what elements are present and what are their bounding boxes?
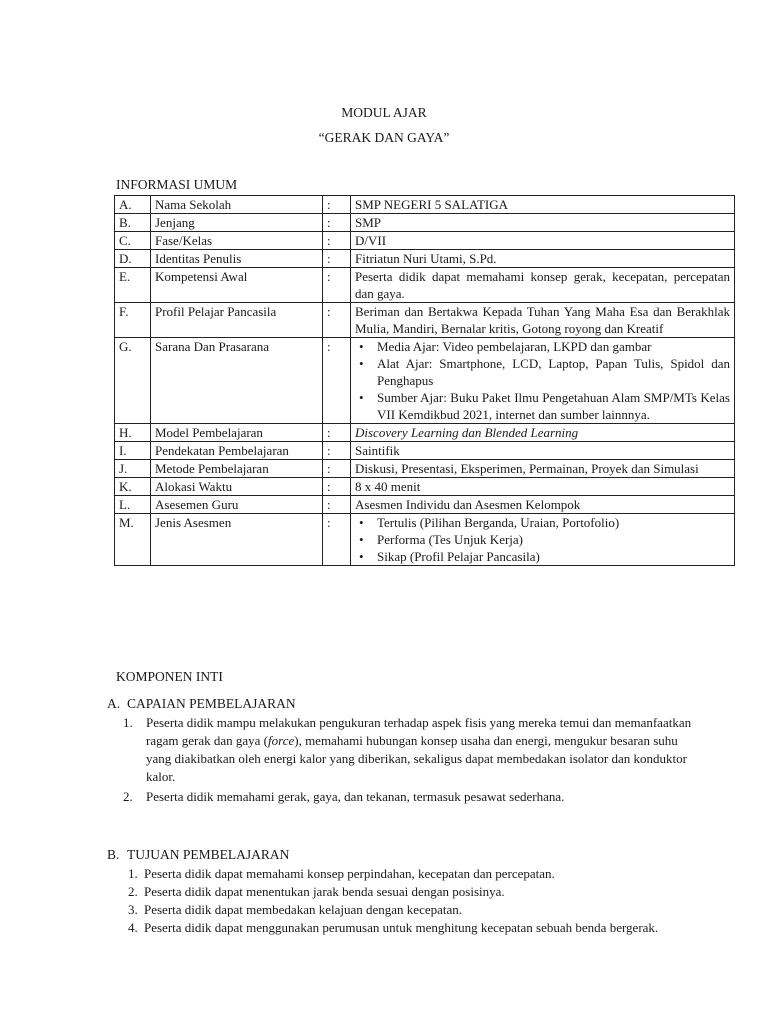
- tujuan-list: [128, 865, 708, 937]
- table-row: [115, 496, 735, 514]
- item-number: 4.: [128, 920, 138, 935]
- table-row: [115, 442, 735, 460]
- row-colon: :: [323, 250, 351, 268]
- item-number: 2.: [128, 884, 138, 899]
- item-number: 1.: [123, 715, 133, 730]
- row-letter: C.: [115, 232, 151, 250]
- section-title: TUJUAN PEMBELAJARAN: [127, 847, 290, 862]
- section-title: CAPAIAN PEMBELAJARAN: [127, 696, 296, 711]
- row-colon: :: [323, 232, 351, 250]
- row-letter: I.: [115, 442, 151, 460]
- row-letter: B.: [115, 214, 151, 232]
- row-label: Asesemen Guru: [151, 496, 323, 514]
- row-label: Fase/Kelas: [151, 232, 323, 250]
- informasi-umum-table: [114, 195, 735, 566]
- row-value: Peserta didik dapat memahami konsep gerak, kecepatan, percepatan dan gaya.: [351, 268, 735, 303]
- table-row: [115, 460, 735, 478]
- row-value: SMP NEGERI 5 SALATIGA: [351, 196, 735, 214]
- table-row: [115, 478, 735, 496]
- section-letter: B.: [107, 847, 120, 862]
- table-row: [115, 424, 735, 442]
- row-label: Jenis Asesmen: [151, 514, 323, 566]
- row-label: Model Pembelajaran: [151, 424, 323, 442]
- row-letter: A.: [115, 196, 151, 214]
- item-number: 3.: [128, 902, 138, 917]
- table-row: [115, 338, 735, 424]
- row-label: Identitas Penulis: [151, 250, 323, 268]
- document-subtitle: “GERAK DAN GAYA”: [318, 130, 450, 145]
- item-number: 1.: [128, 866, 138, 881]
- list-item: • Alat Ajar: Smartphone, LCD, Laptop, Papan Tulis, Spidol dan Penghapus: [355, 355, 730, 389]
- row-colon: :: [323, 496, 351, 514]
- row-colon: :: [323, 268, 351, 303]
- row-label: Alokasi Waktu: [151, 478, 323, 496]
- item-text: Peserta didik dapat memahami konsep perpindahan, kecepatan dan percepatan.: [144, 866, 555, 881]
- row-label: Profil Pelajar Pancasila: [151, 303, 323, 338]
- table-row: [115, 303, 735, 338]
- row-label: Sarana Dan Prasarana: [151, 338, 323, 424]
- item-text: Peserta didik mampu melakukan pengukuran terhadap aspek fisis yang mereka temui dan memanfaatkan ragam gerak dan gaya (: [146, 715, 692, 748]
- capaian-heading: [107, 696, 296, 712]
- table-row: [115, 214, 735, 232]
- list-item: [128, 865, 708, 883]
- row-value: D/VII: [351, 232, 735, 250]
- section-letter: A.: [107, 696, 121, 711]
- list-item: • Performa (Tes Unjuk Kerja): [355, 531, 730, 548]
- row-value: Fitriatun Nuri Utami, S.Pd.: [351, 250, 735, 268]
- row-colon: :: [323, 214, 351, 232]
- item-text: Peserta didik dapat membedakan kelajuan dengan kecepatan.: [144, 902, 463, 917]
- row-letter: L.: [115, 496, 151, 514]
- row-colon: :: [323, 478, 351, 496]
- item-text-italic: force: [268, 733, 295, 748]
- table-row: [115, 514, 735, 566]
- row-colon: :: [323, 424, 351, 442]
- row-label: Jenjang: [151, 214, 323, 232]
- row-letter: M.: [115, 514, 151, 566]
- row-colon: :: [323, 338, 351, 424]
- row-letter: K.: [115, 478, 151, 496]
- row-value: Asesmen Individu dan Asesmen Kelompok: [351, 496, 735, 514]
- row-value: Discovery Learning dan Blended Learning: [351, 424, 735, 442]
- row-label: Kompetensi Awal: [151, 268, 323, 303]
- table-row: [115, 196, 735, 214]
- list-item: [128, 883, 708, 901]
- list-item: • Sumber Ajar: Buku Paket Ilmu Pengetahuan Alam SMP/MTs Kelas VII Kemdikbud 2021, internet dan sumber lainnnya.: [355, 389, 730, 423]
- list-item: • Tertulis (Pilihan Berganda, Uraian, Portofolio): [355, 514, 730, 531]
- sarana-list: [355, 338, 730, 423]
- table-row: [115, 232, 735, 250]
- row-value: 8 x 40 menit: [351, 478, 735, 496]
- row-value: Saintifik: [351, 442, 735, 460]
- item-text: Peserta didik dapat menggunakan perumusan untuk menghitung kecepatan sebuah benda bergerak.: [144, 920, 659, 935]
- row-letter: J.: [115, 460, 151, 478]
- row-colon: :: [323, 514, 351, 566]
- list-item: [128, 901, 708, 919]
- row-letter: H.: [115, 424, 151, 442]
- informasi-umum-heading: INFORMASI UMUM: [116, 177, 238, 192]
- row-letter: F.: [115, 303, 151, 338]
- list-item: • Sikap (Profil Pelajar Pancasila): [355, 548, 730, 565]
- table-row: [115, 268, 735, 303]
- item-text: Peserta didik memahami gerak, gaya, dan tekanan, termasuk pesawat sederhana.: [146, 789, 565, 804]
- row-label: Pendekatan Pembelajaran: [151, 442, 323, 460]
- row-colon: :: [323, 196, 351, 214]
- row-letter: E.: [115, 268, 151, 303]
- asesmen-list: [355, 514, 730, 565]
- item-text: Peserta didik dapat menentukan jarak benda sesuai dengan posisinya.: [144, 884, 505, 899]
- row-value: Beriman dan Bertakwa Kepada Tuhan Yang Maha Esa dan Berakhlak Mulia, Mandiri, Bernalar kritis, Gotong royong dan Kreatif: [351, 303, 735, 338]
- row-letter: D.: [115, 250, 151, 268]
- row-colon: :: [323, 442, 351, 460]
- row-value: Diskusi, Presentasi, Eksperimen, Permainan, Proyek dan Simulasi: [351, 460, 735, 478]
- list-item: • Media Ajar: Video pembelajaran, LKPD dan gambar: [355, 338, 730, 355]
- table-row: [115, 250, 735, 268]
- row-label: Metode Pembelajaran: [151, 460, 323, 478]
- row-colon: :: [323, 303, 351, 338]
- row-value: [351, 514, 735, 566]
- item-text: ), memahami hubungan konsep usaha dan energi, mengukur besaran suhu yang diakibatkan oleh energi kalor yang diberikan, sekaligus dapat membedakan isolator dan konduktor kalor.: [146, 733, 687, 784]
- list-item: [128, 919, 708, 937]
- komponen-inti-heading: KOMPONEN INTI: [116, 669, 223, 684]
- list-item: [120, 788, 700, 806]
- item-number: 2.: [123, 789, 133, 804]
- row-value: SMP: [351, 214, 735, 232]
- list-item: [120, 714, 700, 786]
- row-value: [351, 338, 735, 424]
- capaian-list: [120, 714, 700, 806]
- row-colon: :: [323, 460, 351, 478]
- row-label: Nama Sekolah: [151, 196, 323, 214]
- document-title: MODUL AJAR: [341, 105, 427, 120]
- row-letter: G.: [115, 338, 151, 424]
- tujuan-heading: [107, 847, 289, 863]
